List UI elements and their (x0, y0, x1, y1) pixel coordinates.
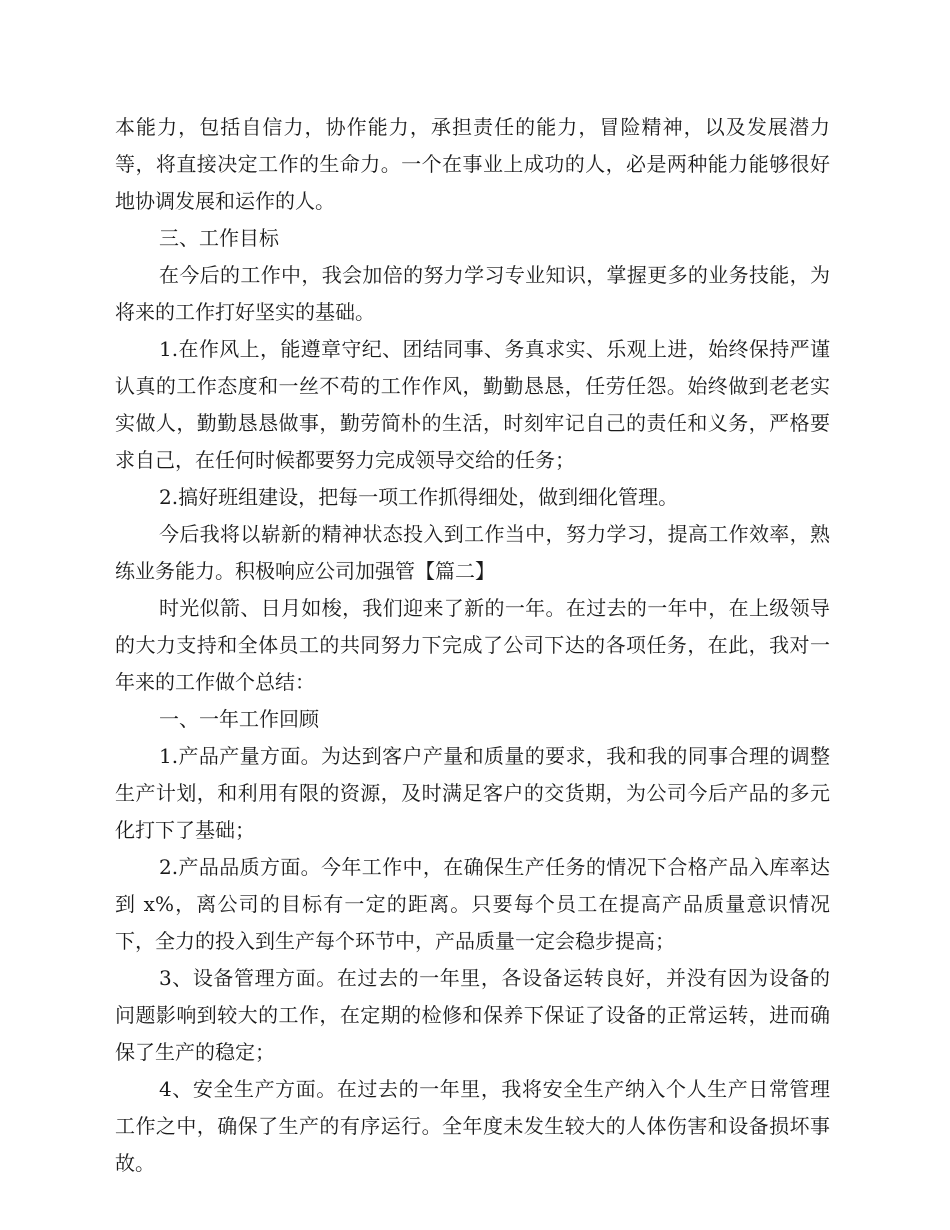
list-item: 2.产品品质方面。今年工作中，在确保生产任务的情况下合格产品入库率达到 x%，离公司的目标有一定的距离。只要每个员工在提高产品质量意识情况下，全力的投入到生产每个环节中，产品质量一定会稳步提高； (115, 855, 830, 953)
list-item: 2.搞好班组建设，把每一项工作抓得细处，做到细化管理。 (159, 485, 679, 509)
body-paragraph: 时光似箭、日月如梭，我们迎来了新的一年。在过去的一年中，在上级领导的大力支持和全体员工的共同努力下完成了公司下达的各项任务，在此，我对一年来的工作做个总结： (115, 596, 830, 694)
section-heading: 一、一年工作回顾 (159, 707, 319, 731)
list-item: 1.在作风上，能遵章守纪、团结同事、务真求实、乐观上进，始终保持严谨认真的工作态度和一丝不苟的工作作风，勤勤恳恳，任劳任怨。始终做到老老实实做人，勤勤恳恳做事，勤劳简朴的生活，时刻牢记自己的责任和义务，严格要求自己，在任何时候都要努力完成领导交给的任务； (115, 337, 830, 472)
section-heading: 三、工作目标 (159, 226, 279, 250)
body-paragraph: 在今后的工作中，我会加倍的努力学习专业知识，掌握更多的业务技能，为将来的工作打好坚实的基础。 (115, 263, 830, 324)
list-item: 1.产品产量方面。为达到客户产量和质量的要求，我和我的同事合理的调整生产计划，和利用有限的资源，及时满足客户的交货期，为公司今后产品的多元化打下了基础； (115, 744, 830, 842)
list-item: 3、设备管理方面。在过去的一年里，各设备运转良好，并没有因为设备的问题影响到较大的工作，在定期的检修和保养下保证了设备的正常运转，进而确保了生产的稳定； (115, 966, 830, 1064)
body-paragraph: 今后我将以崭新的精神状态投入到工作当中，努力学习，提高工作效率，熟练业务能力。积极响应公司加强管【篇二】 (115, 522, 830, 583)
body-paragraph: 本能力，包括自信力，协作能力，承担责任的能力，冒险精神，以及发展潜力等，将直接决定工作的生命力。一个在事业上成功的人，必是两种能力能够很好地协调发展和运作的人。 (115, 115, 830, 213)
list-item: 4、安全生产方面。在过去的一年里，我将安全生产纳入个人生产日常管理工作之中，确保了生产的有序运行。全年度未发生较大的人体伤害和设备损坏事故。 (115, 1077, 830, 1175)
